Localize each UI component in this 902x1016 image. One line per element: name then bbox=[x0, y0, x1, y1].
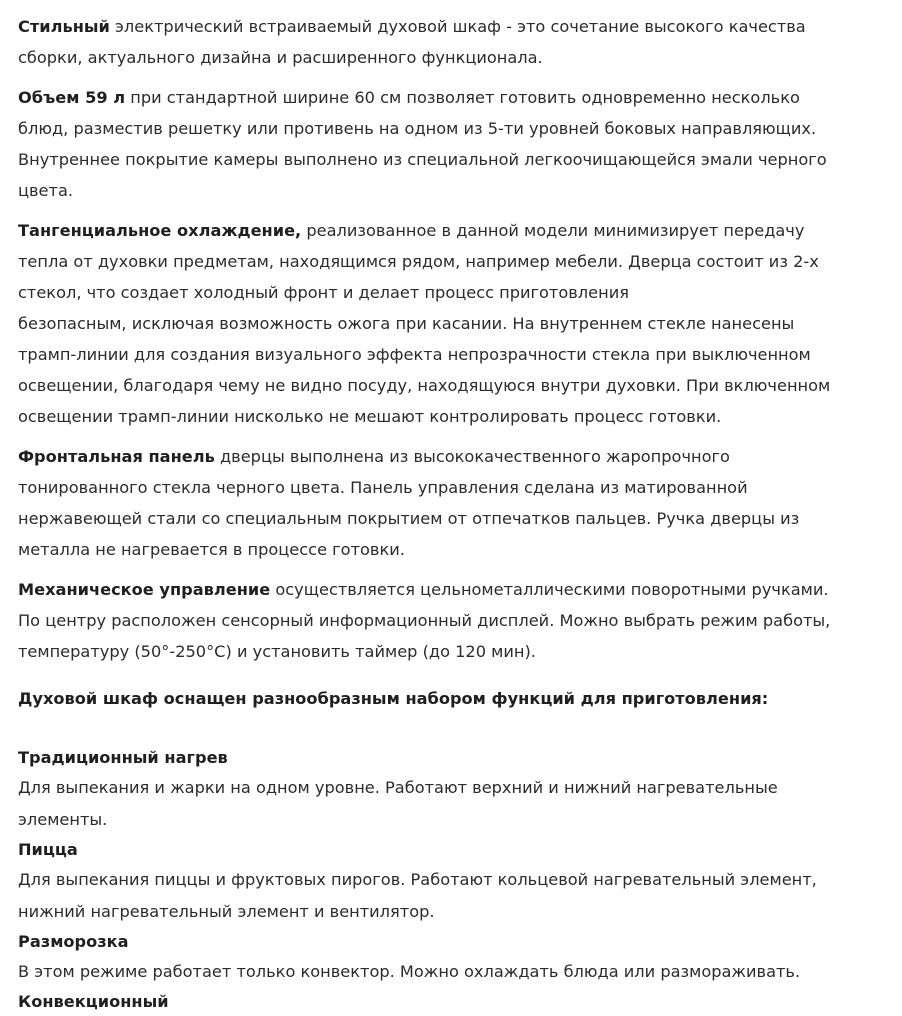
paragraph-text: дверцы выполнена из высококачественного жаропрочного bbox=[214, 447, 730, 466]
function-title: Конвекционный bbox=[18, 992, 169, 1011]
function-title: Разморозка bbox=[18, 932, 129, 951]
paragraph-text: безопасным, исключая возможность ожога при касании. На внутреннем стекле нанесены bbox=[18, 314, 795, 333]
function-item bbox=[18, 744, 902, 836]
paragraph-line bbox=[18, 605, 902, 636]
paragraph-text: металла не нагревается в процессе готовки. bbox=[18, 540, 405, 559]
paragraph-text: при стандартной ширине 60 см позволяет готовить одновременно несколько bbox=[125, 88, 800, 107]
paragraph-line bbox=[18, 246, 902, 277]
paragraph-bold-lead: Тангенциальное охлаждение, bbox=[18, 221, 302, 240]
paragraph-text: нержавеющей стали со специальным покрытием от отпечатков пальцев. Ручка дверцы из bbox=[18, 509, 800, 528]
paragraph-text: тепла от духовки предметам, находящимся рядом, например мебели. Дверца состоит из 2-х bbox=[18, 252, 819, 271]
paragraph-line bbox=[18, 370, 902, 401]
paragraph-text: стекол, что создает холодный фронт и делает процесс приготовления bbox=[18, 283, 629, 302]
description-paragraph bbox=[18, 215, 902, 432]
paragraph-line bbox=[18, 574, 902, 605]
paragraph-line bbox=[18, 215, 902, 246]
paragraph-bold-lead: Объем 59 л bbox=[18, 88, 126, 107]
paragraph-text: блюд, разместив решетку или противень на одном из 5-ти уровней боковых направляющих. bbox=[18, 119, 817, 138]
paragraph-text: осуществляется цельнометаллическими поворотными ручками. bbox=[270, 580, 829, 599]
paragraph-text: По центру расположен сенсорный информационный дисплей. Можно выбрать режим работы, bbox=[18, 611, 831, 630]
function-item bbox=[18, 836, 902, 928]
paragraph-line bbox=[18, 534, 902, 565]
paragraph-line bbox=[18, 472, 902, 503]
description-paragraph bbox=[18, 82, 902, 206]
paragraph-text: температуру (50°-250°С) и установить таймер (до 120 мин). bbox=[18, 642, 536, 661]
paragraph-text: Внутреннее покрытие камеры выполнено из специальной легкоочищающейся эмали черного bbox=[18, 150, 827, 169]
function-title: Пицца bbox=[18, 840, 78, 859]
paragraph-text: освещении трамп-линии нисколько не мешают контролировать процесс готовки. bbox=[18, 407, 722, 426]
paragraph-text: реализованное в данной модели минимизирует передачу bbox=[301, 221, 805, 240]
function-title: Традиционный нагрев bbox=[18, 748, 228, 767]
paragraph-bold-lead: Механическое управление bbox=[18, 580, 271, 599]
paragraph-line bbox=[18, 277, 902, 308]
paragraph-line bbox=[18, 636, 902, 667]
paragraph-bold-lead: Фронтальная панель bbox=[18, 447, 215, 466]
paragraph-text: тонированного стекла черного цвета. Панель управления сделана из матированной bbox=[18, 478, 748, 497]
paragraph-line bbox=[18, 144, 902, 175]
paragraph-line bbox=[18, 401, 902, 432]
paragraph-line bbox=[18, 339, 902, 370]
paragraph-line bbox=[18, 441, 902, 472]
description-paragraph bbox=[18, 441, 902, 565]
product-description bbox=[18, 11, 902, 1016]
function-description: Для выпекания пиццы и фруктовых пирогов. Работают кольцевой нагревательный элемент, bbox=[18, 870, 817, 889]
paragraph-line bbox=[18, 11, 902, 42]
paragraph-text: электрический встраиваемый духовой шкаф - это сочетание высокого качества bbox=[109, 17, 806, 36]
paragraph-bold-lead: Стильный bbox=[18, 17, 110, 36]
function-item bbox=[18, 928, 902, 988]
function-description: В этом режиме работает только конвектор. Можно охлаждать блюда или размораживать. bbox=[18, 962, 801, 981]
paragraph-text: освещении, благодаря чему не видно посуду, находящуюся внутри духовки. При включенном bbox=[18, 376, 831, 395]
function-description: Для выпекания и жарки на одном уровне. Работают верхний и нижний нагревательные bbox=[18, 778, 778, 797]
paragraph-text: цвета. bbox=[18, 181, 74, 200]
function-description: нижний нагревательный элемент и вентилятор. bbox=[18, 902, 435, 921]
paragraph-line bbox=[18, 503, 902, 534]
paragraph-line bbox=[18, 113, 902, 144]
function-description: элементы. bbox=[18, 810, 108, 829]
paragraph-text: сборки, актуального дизайна и расширенного функционала. bbox=[18, 48, 543, 67]
functions-heading: Духовой шкаф оснащен разнообразным набором функций для приготовления: bbox=[18, 689, 769, 708]
function-item bbox=[18, 988, 902, 1016]
description-paragraph bbox=[18, 11, 902, 73]
paragraph-line bbox=[18, 308, 902, 339]
paragraph-line bbox=[18, 175, 902, 206]
description-paragraph bbox=[18, 574, 902, 667]
paragraph-line bbox=[18, 42, 902, 73]
paragraph-line bbox=[18, 82, 902, 113]
paragraph-text: трамп-линии для создания визуального эффекта непрозрачности стекла при выключенном bbox=[18, 345, 811, 364]
